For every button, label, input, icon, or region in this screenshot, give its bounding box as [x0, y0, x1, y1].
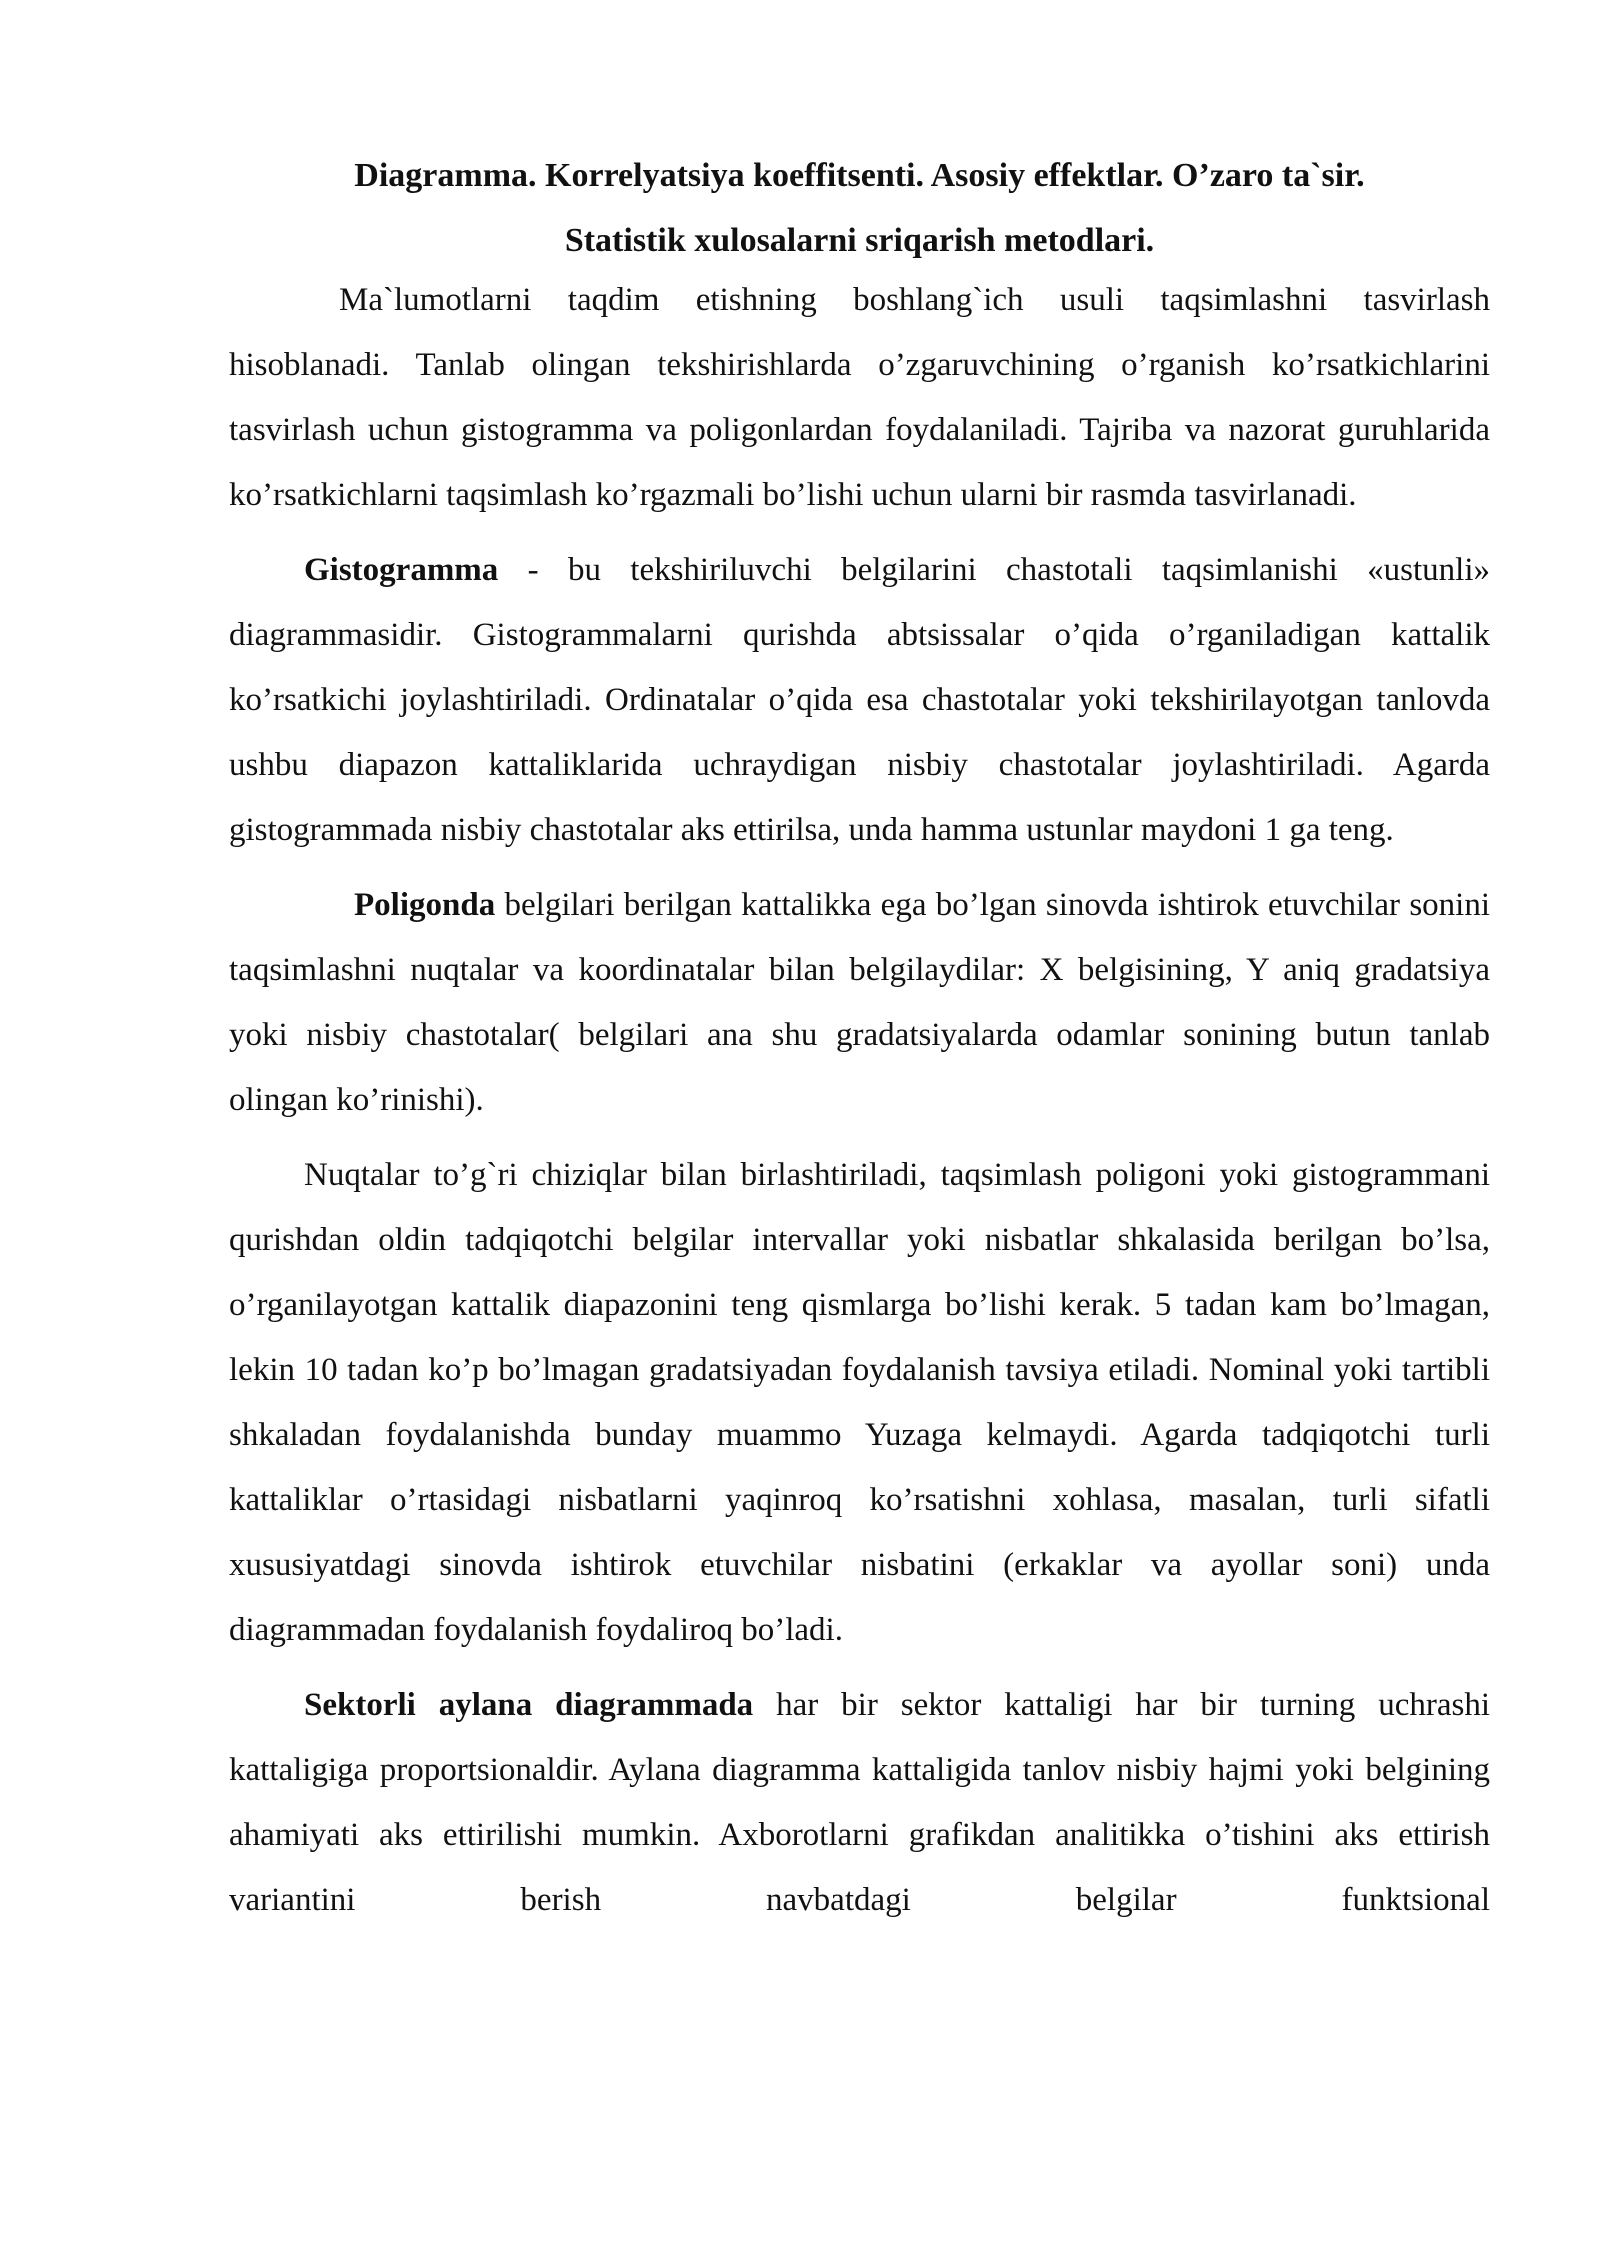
term-pie-chart: Sektorli aylana diagrammada	[304, 1687, 754, 1723]
paragraph-pie-chart-text: har bir sektor kattaligi har bir turning uchrashi kattaligiga proportsionaldir. Aylana diagramma kattaligida tanlov nisbiy hajmi yoki belgining ahamiyati aks ettirilishi mumkin. Axborotlarni grafikdan analitikka o’tishini aks ettirish variantini berish navbatdagi belgilar funktsional	[229, 1687, 1490, 1918]
paragraph-points: Nuqtalar to’g`ri chiziqlar bilan birlashtiriladi, taqsimlash poligoni yoki gistogrammani qurishdan oldin tadqiqotchi belgilar intervallar yoki nisbatlar shkalasida berilgan bo’lsa, o’rganilayotgan kattalik diapazonini teng qismlarga bo’lishi kerak. 5 tadan kam bo’lmagan, lekin 10 tadan ko’p bo’lmagan gradatsiyadan foydalanish tavsiya etiladi. Nominal yoki tartibli shkaladan foydalanishda bunday muammo Yuzaga kelmaydi. Agarda tadqiqotchi turli kattaliklar o’rtasidagi nisbatlarni yaqinroq ko’rsatishni xohlasa, masalan, turli sifatli xususiyatdagi sinovda ishtirok etuvchilar nisbatini (erkaklar va ayollar soni) unda diagrammadan foydalanish foydaliroq bo’ladi.	[229, 1157, 1490, 1648]
document-title-line-1: Diagramma. Korrelyatsiya koeffitsenti. Asosiy effektlar. O’zaro ta`sir.	[354, 157, 1365, 194]
term-polygon: Poligonda	[354, 887, 496, 923]
paragraph-intro: Ma`lumotlarni taqdim etishning boshlang`ich usuli taqsimlashni tasvirlash hisoblanadi. Tanlab olingan tekshirishlarda o’zgaruvchining o’rganish ko’rsatkichlarini tasvirlash uchun gistogramma va poligonlardan foydalaniladi. Tajriba va nazorat guruhlarida ko’rsatkichlarni taqsimlash ko’rgazmali bo’lishi uchun ularni bir rasmda tasvirlanadi.	[229, 282, 1490, 513]
paragraph-histogram	[229, 538, 1490, 863]
term-histogram: Gistogramma	[304, 552, 499, 588]
document-title-line-2: Statistik xulosalarni sriqarish metodlari.	[564, 222, 1155, 259]
paragraph-pie-chart	[229, 1673, 1490, 1933]
paragraph-polygon-text: belgilari berilgan kattalikka ega bo’lgan sinovda ishtirok etuvchilar sonini taqsimlashni nuqtalar va koordinatalar bilan belgilaydilar: X belgisining, Y aniq gradatsiya yoki nisbiy chastotalar( belgilari ana shu gradatsiyalarda odamlar sonining butun tanlab olingan ko’rinishi).	[229, 887, 1490, 1118]
document-body	[229, 150, 1490, 1933]
paragraph-polygon	[229, 873, 1490, 1133]
paragraph-histogram-text: - bu tekshiriluvchi belgilarini chastotali taqsimlanishi «ustunli» diagrammasidir. Gistogrammalarni qurishda abtsissalar o’qida o’rganiladigan kattalik ko’rsatkichi joylashtiriladi. Ordinatalar o’qida esa chastotalar yoki tekshirilayotgan tanlovda ushbu diapazon kattaliklarida uchraydigan nisbiy chastotalar joylashtiriladi. Agarda gistogrammada nisbiy chastotalar aks ettirilsa, unda hamma ustunlar maydoni 1 ga teng.	[229, 552, 1490, 848]
